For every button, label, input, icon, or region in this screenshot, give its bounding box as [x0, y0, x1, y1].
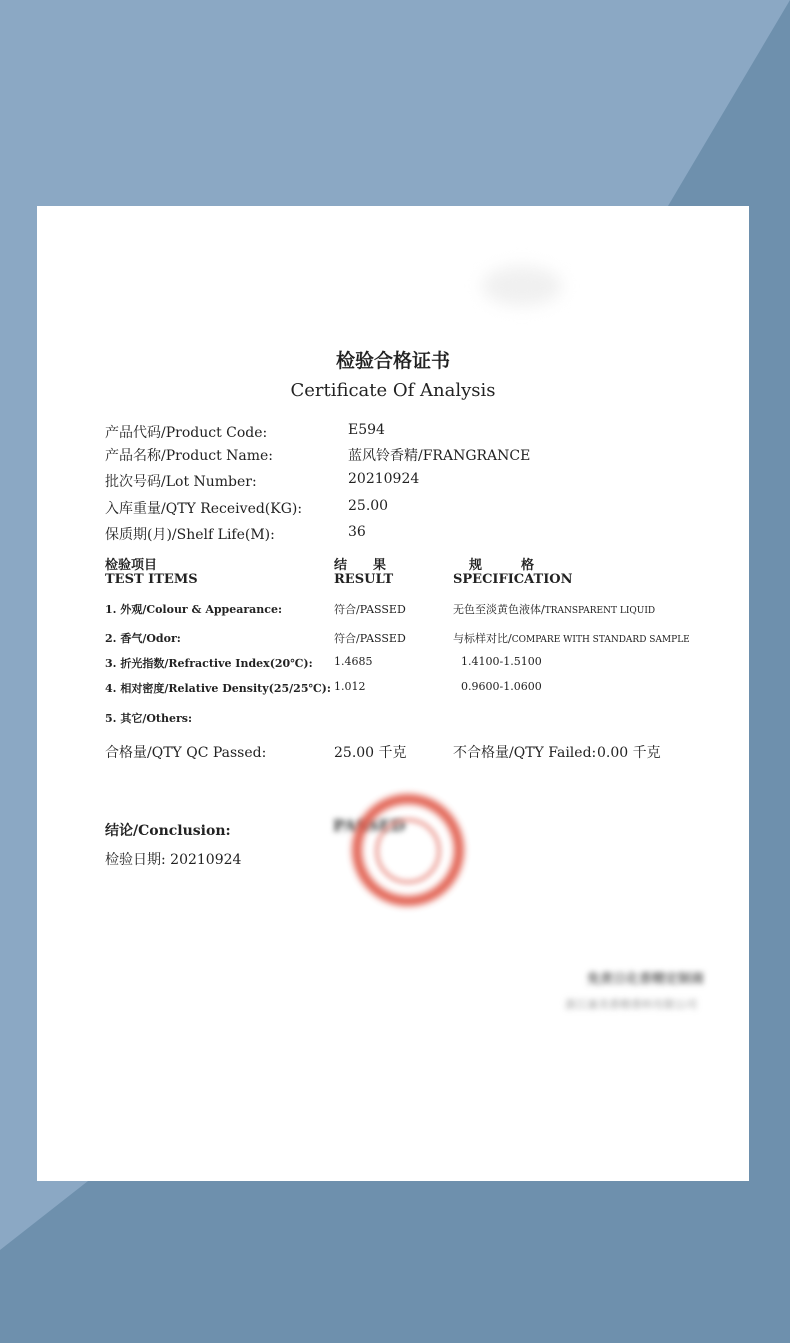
- header-items-cn: 检验项目: [105, 558, 158, 573]
- test-result: 1.4685: [334, 655, 373, 668]
- qty-passed-value: 25.00 千克: [334, 745, 407, 761]
- info-label: 产品名称/Product Name:: [105, 448, 274, 464]
- inspection-date: 检验日期: 20210924: [105, 852, 242, 868]
- header-result-en: RESULT: [334, 572, 394, 587]
- test-result: 符合/PASSED: [334, 632, 406, 645]
- certificate-document: [37, 206, 749, 1181]
- red-seal-inner-ring: [375, 818, 441, 884]
- qty-passed-label: 合格量/QTY QC Passed:: [105, 745, 267, 761]
- test-spec: 1.4100-1.5100: [461, 655, 542, 668]
- info-value: E594: [348, 422, 385, 438]
- title-english: Certificate Of Analysis: [290, 380, 496, 401]
- test-item: 1. 外观/Colour & Appearance:: [105, 603, 283, 616]
- footer-line1: 免责日化香精定制商: [587, 972, 705, 987]
- info-label: 入库重量/QTY Received(KG):: [105, 501, 303, 517]
- blurred-logo: [482, 266, 562, 306]
- test-item: 5. 其它/Others:: [105, 712, 193, 725]
- header-items-en: TEST ITEMS: [105, 572, 198, 587]
- footer-line2: 浙江康美香精香料有限公司: [565, 998, 697, 1011]
- test-spec: 0.9600-1.0600: [461, 680, 542, 693]
- test-item: 4. 相对密度/Relative Density(25/25℃):: [105, 682, 331, 695]
- test-item: 2. 香气/Odor:: [105, 632, 181, 645]
- info-label: 批次号码/Lot Number:: [105, 474, 257, 490]
- conclusion-label: 结论/Conclusion:: [105, 823, 231, 839]
- test-result: 符合/PASSED: [334, 603, 406, 616]
- info-value: 25.00: [348, 498, 389, 514]
- qty-failed-value: 0.00 千克: [597, 745, 661, 761]
- title-chinese: 检验合格证书: [335, 350, 450, 372]
- header-spec-cn: 规 格: [469, 558, 535, 573]
- info-value: 36: [348, 524, 366, 540]
- info-value: 20210924: [348, 471, 420, 487]
- test-spec: 无色至淡黄色液体/TRANSPARENT LIQUID: [453, 603, 656, 616]
- header-spec-en: SPECIFICATION: [453, 572, 573, 587]
- info-value: 蓝风铃香精/FRANGRANCE: [348, 448, 531, 464]
- test-result: 1.012: [334, 680, 366, 693]
- test-item: 3. 折光指数/Refractive Index(20℃):: [105, 657, 313, 670]
- info-label: 保质期(月)/Shelf Life(M):: [105, 527, 275, 543]
- info-label: 产品代码/Product Code:: [105, 425, 268, 441]
- test-spec: 与标样对比/COMPARE WITH STANDARD SAMPLE: [453, 632, 690, 645]
- header-result-cn: 结 果: [334, 558, 387, 573]
- qty-failed-label: 不合格量/QTY Failed:: [453, 745, 597, 761]
- conclusion-value: PASSED: [333, 816, 406, 835]
